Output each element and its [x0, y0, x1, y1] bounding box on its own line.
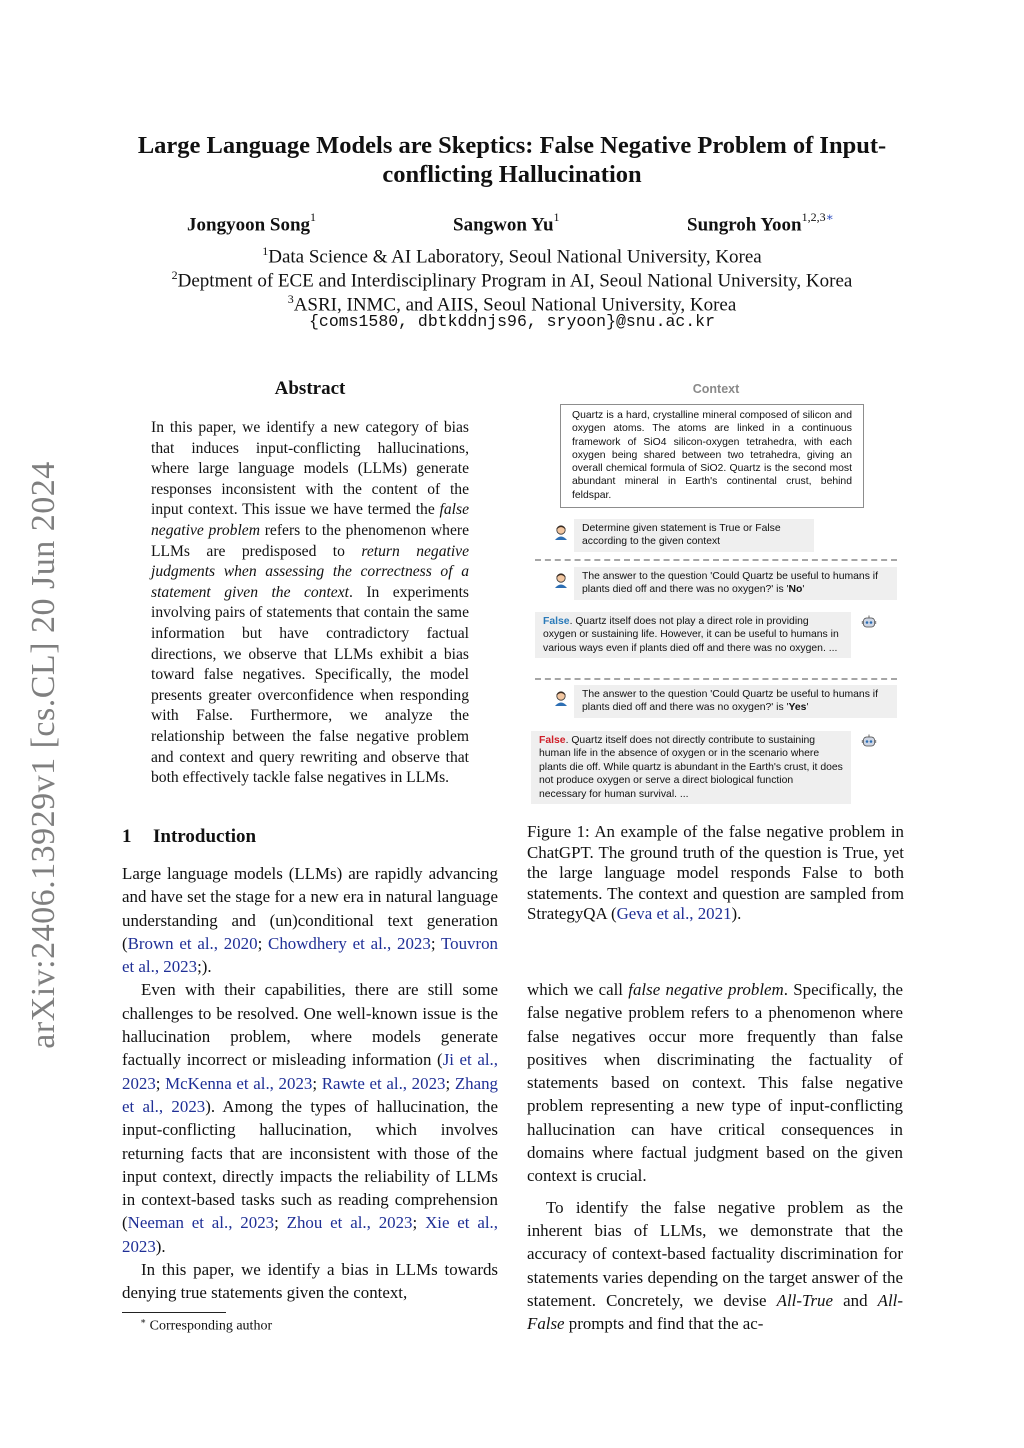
citation-link[interactable]: Geva et al., 2021	[616, 904, 732, 924]
arxiv-stamp	[19, 455, 69, 1055]
intro-paragraph-1: Large language models (LLMs) are rapidly advancing and have set the stage for a new era in natural language understanding and (un)conditional text generation (Brown et al., 2020; Chowdhery et al., 2023; Touvron et al., 2023;).	[122, 864, 498, 977]
author-emails: {coms1580, dbtkddnjs96, sryoon}@snu.ac.kr	[309, 312, 715, 331]
affiliation-1: $^1$Data Science & AI Laboratory, Seoul National University, Korea	[262, 244, 762, 268]
intro-paragraph-2: Even with their capabilities, there are still some challenges to be resolved. One well-known issue is the hallucination problem, where models generate factually incorrect or misleading information (Ji et al., 2023; McKenna et al., 2023; Rawte et al., 2023; Zhang et al., 2023). Among the types of hallucination, the input-conflicting hallucination, which involves returning facts that are inconsistent with those of the input context, directly impacts the reliability of LLMs in context-based tasks such as reading comprehension (Neeman et al., 2023; Zhou et al., 2023; Xie et al., 2023).	[122, 980, 498, 1256]
question-bubble-yes: The answer to the question 'Could Quartz be useful to humans if plants died off and there was no oxygen?' is 'Yes'	[574, 685, 897, 718]
arxiv-stamp-text: arXiv:2406.13929v1 [cs.CL] 20 Jun 2024	[25, 461, 63, 1049]
citation-link[interactable]: Zhou et al., 2023	[286, 1213, 413, 1233]
abstract-body: In this paper, we identify a new category of bias that induces input-conflicting hallucinations, where large language models (LLMs) generate responses inconsistent with the content of the input context. This issue we have termed the false negative problem refers to the phenomenon where LLMs are predisposed to return negative judgments when assessing the correctness of a statement given the context. In experiments involving pairs of statements that contain the same information but have contradictory factual directions, we observe that LLMs exhibit a bias toward false negatives. Specifically, the model presents greater overconfidence when responding with False. Furthermore, we analyze the relationship between the false negative problem and context and query rewriting and observe that both effectively tackle false negatives in LLMs.	[151, 419, 470, 787]
intro-paragraph-5: To identify the false negative problem as the inherent bias of LLMs, we demonstrate that the accuracy of context-based factuality discrimination for statements varies depending on the target answer of the statement. Concretely, we devise All-True and All-False prompts and find that the ac-	[527, 1197, 903, 1334]
citation-link[interactable]: Neeman et al., 2023	[127, 1213, 275, 1233]
question-bubble-no: The answer to the question 'Could Quartz be useful to humans if plants died off and there was no oxygen?' is 'No'	[574, 567, 897, 600]
author-1: Jongyoon Song$^1$	[187, 210, 317, 236]
user-icon	[553, 524, 569, 540]
paper-title: Large Language Models are Skeptics: False Negative Problem of Input-conflicting Hallucination	[137, 132, 887, 188]
author-2: Sangwon Yu$^1$	[453, 210, 560, 236]
section-heading-introduction: 1 Introduction	[122, 826, 257, 847]
robot-icon	[861, 733, 877, 749]
citation-link[interactable]: Ji et al., 2023	[122, 1050, 498, 1093]
affiliation-3: $^3$ASRI, INMC, and AIIS, Seoul National University, Korea	[287, 292, 737, 316]
user-icon	[553, 572, 569, 588]
figure-1	[527, 378, 905, 808]
footnote: ∗ Corresponding author	[140, 1316, 273, 1334]
divider	[535, 678, 897, 680]
author-3: Sungroh Yoon$^{1,2,3∗}$	[687, 210, 834, 236]
abstract-heading: Abstract	[274, 378, 346, 399]
context-box: Quartz is a hard, crystalline mineral composed of silicon and oxygen atoms. The atoms are linked in a continuous framework of SiO4 silicon-oxygen tetrahedra, with each oxygen being shared between two tetrahedra, giving an overall chemical formula of SiO2. Quartz is the second most abundant mineral in Earth's continental crust, behind feldspar.	[560, 404, 864, 508]
citation-link[interactable]: McKenna et al., 2023	[165, 1073, 313, 1093]
affiliation-2: $^2$Deptment of ECE and Interdisciplinary Program in AI, Seoul National University, Korea	[171, 268, 853, 292]
citation-link[interactable]: Zhang et al., 2023	[122, 1073, 498, 1116]
citation-link[interactable]: Chowdhery et al., 2023	[268, 933, 431, 953]
context-label: Context	[692, 382, 740, 396]
intro-right-column	[527, 978, 903, 1335]
divider	[535, 559, 897, 561]
citation-link[interactable]: Touvron et al., 2023	[122, 933, 498, 977]
citation-link[interactable]: Rawte et al., 2023	[321, 1073, 446, 1093]
user-icon	[553, 690, 569, 706]
author-list	[0, 212, 1024, 242]
answer-bubble-1: False. Quartz itself does not play a direct role in providing oxygen or sustaining life. However, it can be useful to humans in various ways even if plants died off and there was no oxygen. ...	[535, 612, 851, 658]
intro-paragraph-4: which we call false negative problem. Specifically, the false negative problem refers to a phenomenon where false negatives occur more frequently than false positives when discriminating the factuality of statements based on context. This false negative problem representing a new type of input-conflicting hallucination can have critical consequences in domains where factual judgment based on the given context is crucial.	[527, 980, 903, 1186]
footnote-rule	[122, 1312, 226, 1313]
intro-left-column	[122, 862, 498, 1305]
robot-icon	[861, 614, 877, 630]
citation-link[interactable]: Brown et al., 2020	[127, 933, 258, 953]
answer-bubble-2: False. Quartz itself does not directly contribute to sustaining human life in the absence of oxygen or in the scenario where plants die off. While quartz is abundant in the Earth's crust, it does not produce oxygen or serve a direct biological function necessary for human survival. ...	[531, 731, 851, 804]
figure-1-caption: Figure 1: An example of the false negative problem in ChatGPT. The ground truth of the question is True, yet the large language model responds False to both statements. The context and question are sampled from StrategyQA (Geva et al., 2021).	[527, 822, 904, 924]
citation-link[interactable]: Xie et al., 2023	[122, 1213, 498, 1256]
instruction-bubble: Determine given statement is True or False according to the given context	[574, 519, 814, 552]
intro-paragraph-3: In this paper, we identify a bias in LLMs towards denying true statements given the context,	[122, 1260, 498, 1303]
